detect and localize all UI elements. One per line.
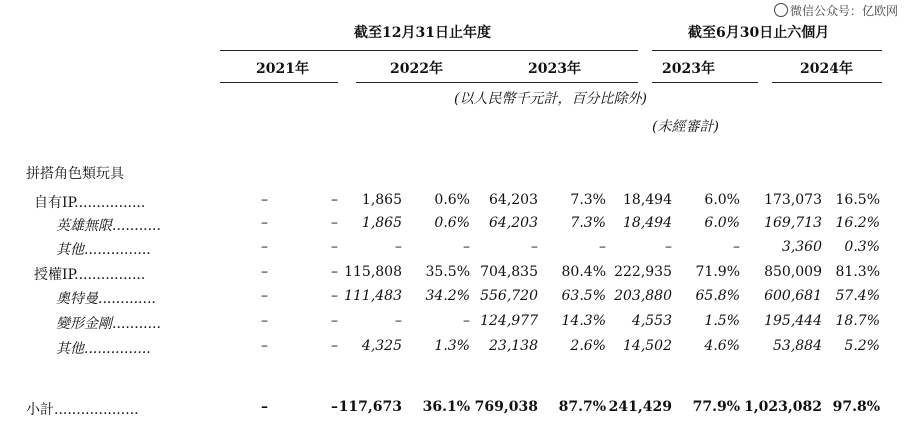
row-6-leader-dots: ............... bbox=[84, 341, 151, 357]
row-6-label bbox=[56, 338, 151, 358]
unaudited-note: (未經審計) bbox=[652, 119, 719, 135]
row-1-cell-7: 6.0% bbox=[704, 215, 740, 231]
row-3-cell-9: 81.3% bbox=[835, 264, 880, 280]
row-0-cell-3: 0.6% bbox=[434, 192, 470, 208]
wechat-icon bbox=[774, 3, 788, 17]
year-2024-half: 2024年 bbox=[800, 61, 853, 77]
row-1-cell-4: 64,203 bbox=[489, 215, 538, 231]
row-1-cell-8: 169,713 bbox=[764, 215, 822, 231]
row-1-cell-2: 1,865 bbox=[361, 215, 402, 231]
row-3-leader-dots: ................ bbox=[74, 267, 146, 283]
row-3-label-text: 授權IP bbox=[34, 267, 75, 283]
subtotal-cell-7: 77.9% bbox=[692, 399, 740, 415]
row-4-cell-0: – bbox=[261, 288, 268, 304]
row-2-cell-6: – bbox=[665, 239, 672, 255]
row-0-cell-5: 7.3% bbox=[570, 192, 606, 208]
row-4-cell-3: 34.2% bbox=[425, 288, 470, 304]
row-5-cell-3: – bbox=[463, 313, 470, 329]
subtotal-cell-0: – bbox=[261, 399, 268, 415]
watermark bbox=[774, 2, 898, 19]
row-0-cell-7: 6.0% bbox=[704, 192, 740, 208]
row-4-cell-5: 63.5% bbox=[561, 288, 606, 304]
header-rule-year bbox=[220, 50, 638, 51]
row-6-cell-9: 5.2% bbox=[844, 338, 880, 354]
row-0-cell-2: 1,865 bbox=[361, 192, 402, 208]
row-4-cell-2: 111,483 bbox=[344, 288, 402, 304]
row-0-label-text: 自有IP bbox=[34, 195, 75, 211]
row-1-cell-3: 0.6% bbox=[434, 215, 470, 231]
row-4-cell-4: 556,720 bbox=[480, 288, 538, 304]
rule-2023 bbox=[496, 82, 638, 83]
subtotal-cell-1: – bbox=[331, 399, 338, 415]
row-5-cell-0: – bbox=[261, 313, 268, 329]
row-3-cell-1: – bbox=[331, 264, 338, 280]
row-2-cell-5: – bbox=[599, 239, 606, 255]
row-2-cell-9: 0.3% bbox=[844, 239, 880, 255]
year-2022: 2022年 bbox=[390, 61, 443, 77]
row-2-cell-3: – bbox=[463, 239, 470, 255]
row-6-cell-1: – bbox=[331, 338, 338, 354]
header-group-halfyear: 截至6月30日止六個月 bbox=[688, 25, 830, 41]
row-2-cell-0: – bbox=[261, 239, 268, 255]
row-4-cell-7: 65.8% bbox=[695, 288, 740, 304]
subtotal-leader-dots: ................... bbox=[54, 402, 139, 418]
row-1-cell-0: – bbox=[261, 215, 268, 231]
row-2-leader-dots: ............... bbox=[84, 242, 151, 258]
row-3-cell-5: 80.4% bbox=[561, 264, 606, 280]
rule-2023-half bbox=[652, 82, 758, 83]
year-2023: 2023年 bbox=[528, 61, 581, 77]
year-2021: 2021年 bbox=[256, 61, 309, 77]
header-rule-halfyear bbox=[652, 50, 882, 51]
row-0-cell-1: – bbox=[331, 192, 338, 208]
row-4-cell-8: 600,681 bbox=[764, 288, 822, 304]
row-3-cell-6: 222,935 bbox=[614, 264, 672, 280]
subtotal-cell-5: 87.7% bbox=[558, 399, 606, 415]
subtotal-cell-9: 97.8% bbox=[832, 399, 880, 415]
row-6-cell-8: 53,884 bbox=[773, 338, 822, 354]
row-1-label bbox=[56, 215, 161, 235]
row-0-cell-0: – bbox=[261, 192, 268, 208]
unit-note: (以人民幣千元計，百分比除外) bbox=[454, 91, 647, 107]
row-5-label bbox=[56, 313, 161, 333]
subtotal-label-text: 小計 bbox=[26, 402, 54, 418]
row-0-cell-6: 18,494 bbox=[623, 192, 672, 208]
row-5-cell-5: 14.3% bbox=[561, 313, 606, 329]
subtotal-cell-3: 36.1% bbox=[422, 399, 470, 415]
rule-2024-half bbox=[772, 82, 882, 83]
subtotal-cell-6: 241,429 bbox=[608, 399, 672, 415]
section-title: 拼搭角色類玩具 bbox=[26, 166, 124, 182]
row-4-cell-9: 57.4% bbox=[835, 288, 880, 304]
row-1-cell-5: 7.3% bbox=[570, 215, 606, 231]
row-2-label bbox=[56, 239, 151, 259]
row-5-cell-2: – bbox=[395, 313, 402, 329]
row-3-cell-7: 71.9% bbox=[695, 264, 740, 280]
row-1-cell-6: 18,494 bbox=[623, 215, 672, 231]
row-2-cell-4: – bbox=[531, 239, 538, 255]
row-3-cell-2: 115,808 bbox=[344, 264, 402, 280]
row-6-cell-0: – bbox=[261, 338, 268, 354]
row-5-cell-9: 18.7% bbox=[835, 313, 880, 329]
row-5-cell-7: 1.5% bbox=[704, 313, 740, 329]
row-2-cell-1: – bbox=[331, 239, 338, 255]
row-1-leader-dots: ........... bbox=[112, 218, 161, 234]
row-0-cell-9: 16.5% bbox=[835, 192, 880, 208]
row-6-cell-5: 2.6% bbox=[570, 338, 606, 354]
row-3-cell-0: – bbox=[261, 264, 268, 280]
row-6-label-text: 其他 bbox=[56, 341, 84, 357]
watermark-text: 微信公众号：亿欧网 bbox=[789, 4, 898, 18]
subtotal-cell-4: 769,038 bbox=[474, 399, 538, 415]
row-3-cell-3: 35.5% bbox=[425, 264, 470, 280]
row-4-leader-dots: ............. bbox=[98, 291, 156, 307]
row-5-cell-4: 124,977 bbox=[480, 313, 538, 329]
row-1-label-text: 英雄無限 bbox=[56, 218, 112, 234]
row-4-label-text: 奧特曼 bbox=[56, 291, 98, 307]
row-1-cell-9: 16.2% bbox=[835, 215, 880, 231]
year-2023-half: 2023年 bbox=[662, 61, 715, 77]
row-3-label bbox=[34, 264, 145, 284]
row-1-cell-1: – bbox=[331, 215, 338, 231]
row-6-cell-7: 4.6% bbox=[704, 338, 740, 354]
row-2-cell-8: 3,360 bbox=[781, 239, 822, 255]
subtotal-cell-2: 117,673 bbox=[338, 399, 402, 415]
row-3-cell-8: 850,009 bbox=[764, 264, 822, 280]
row-5-label-text: 變形金剛 bbox=[56, 316, 112, 332]
row-4-label bbox=[56, 288, 156, 308]
row-6-cell-4: 23,138 bbox=[489, 338, 538, 354]
row-0-leader-dots: ................ bbox=[74, 195, 146, 211]
header-group-year: 截至12月31日止年度 bbox=[354, 25, 491, 41]
subtotal-label bbox=[26, 399, 139, 419]
row-6-cell-3: 1.3% bbox=[434, 338, 470, 354]
row-6-cell-6: 14,502 bbox=[623, 338, 672, 354]
row-5-leader-dots: ........... bbox=[112, 316, 161, 332]
row-4-cell-1: – bbox=[331, 288, 338, 304]
row-2-cell-2: – bbox=[395, 239, 402, 255]
row-5-cell-8: 195,444 bbox=[764, 313, 822, 329]
row-4-cell-6: 203,880 bbox=[614, 288, 672, 304]
row-5-cell-1: – bbox=[331, 313, 338, 329]
row-2-cell-7: – bbox=[733, 239, 740, 255]
rule-2021 bbox=[220, 82, 338, 83]
rule-2022 bbox=[356, 82, 496, 83]
subtotal-cell-8: 1,023,082 bbox=[744, 399, 822, 415]
row-3-cell-4: 704,835 bbox=[480, 264, 538, 280]
row-0-cell-4: 64,203 bbox=[489, 192, 538, 208]
row-0-label bbox=[34, 192, 145, 212]
row-5-cell-6: 4,553 bbox=[631, 313, 672, 329]
row-2-label-text: 其他 bbox=[56, 242, 84, 258]
row-0-cell-8: 173,073 bbox=[764, 192, 822, 208]
row-6-cell-2: 4,325 bbox=[361, 338, 402, 354]
